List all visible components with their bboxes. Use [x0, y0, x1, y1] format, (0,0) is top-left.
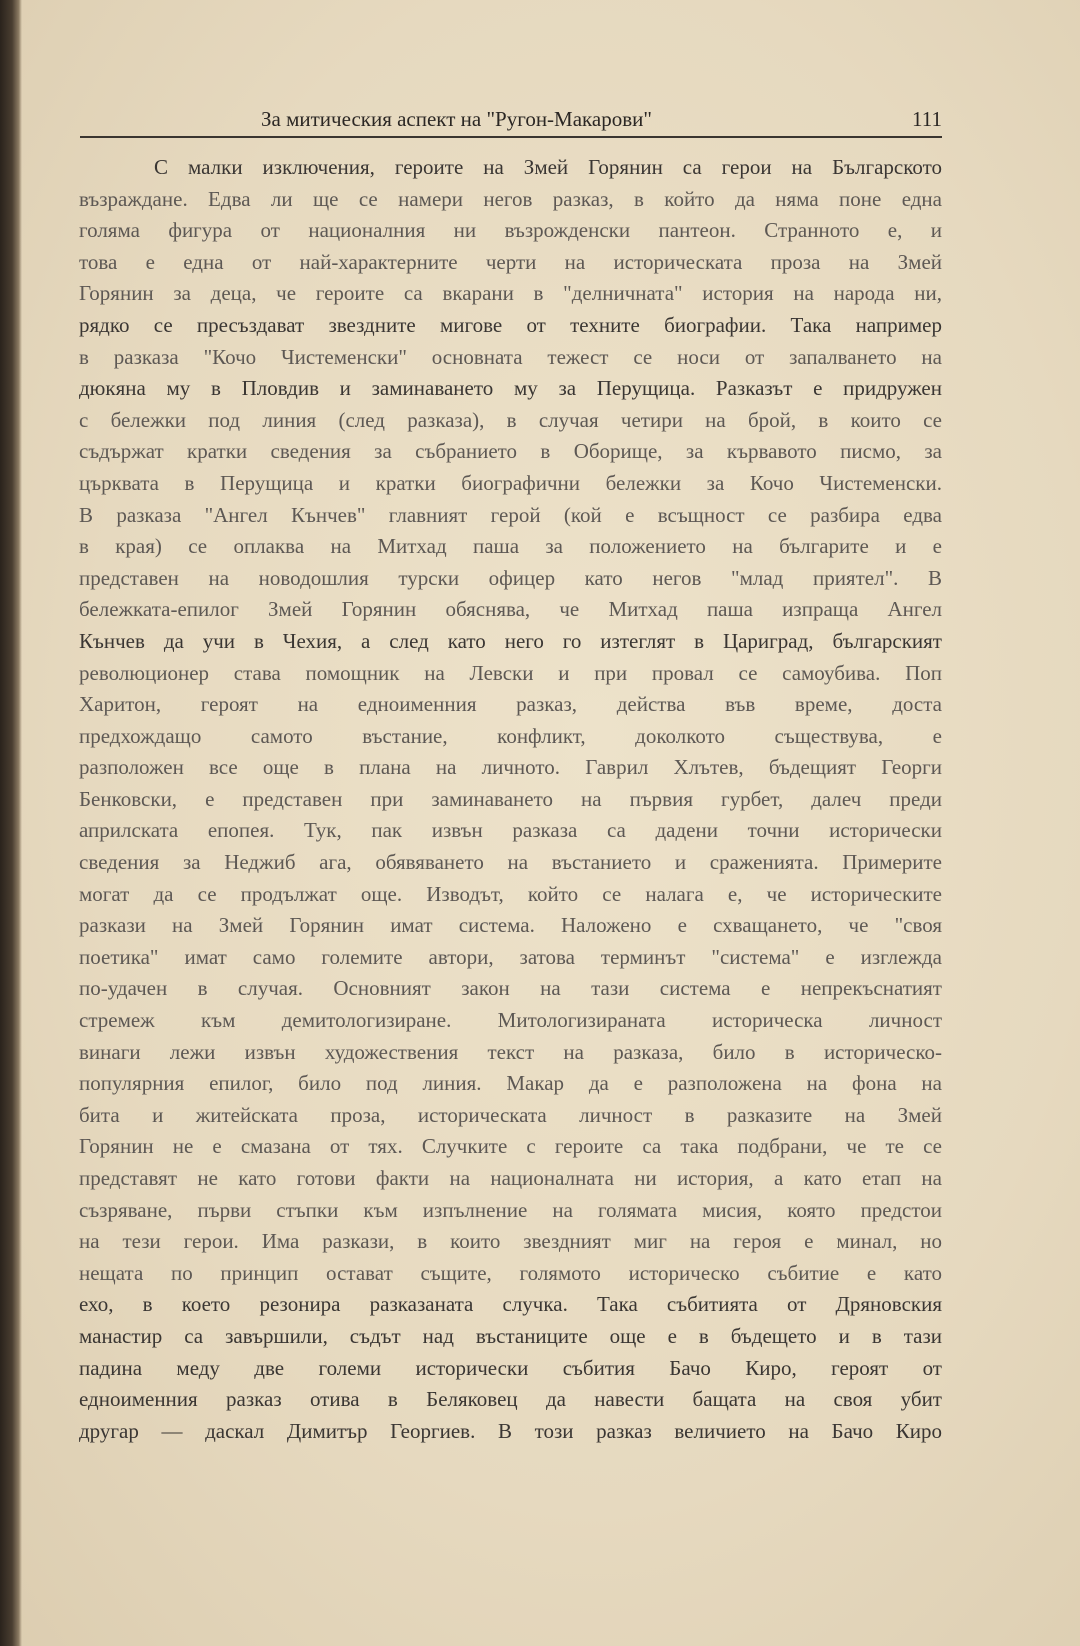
- book-spine-shadow: [0, 0, 22, 1646]
- text-line: съзряване, първи стъпки към изпълнение на голямата мисия, която предстои: [79, 1197, 942, 1222]
- text-line: представят не като готови факти на националната ни история, а като етап на: [79, 1166, 942, 1190]
- text-line: дюкяна му в Пловдив и заминаването му за Перущица. Разказът е придружен: [79, 376, 942, 401]
- text-line: манастир са завършили, съдът над въстаниците още е в бъдещето и в тази: [79, 1323, 942, 1348]
- text-line: бита и житейската проза, историческата личност в разказите на Змей: [79, 1102, 942, 1127]
- text-line: разкази на Змей Горянин имат система. Наложено е схващането, че "своя: [79, 913, 942, 938]
- text-line: сведения за Неджиб ага, обявяването на въстанието и сраженията. Примерите: [79, 850, 942, 875]
- text-line: Кънчев да учи в Чехия, а след като него го изтеглят в Цариград, българският: [79, 628, 942, 653]
- running-title: За митическия аспект на "Ругон-Макарови": [261, 107, 652, 131]
- text-line: другар — даскал Димитър Георгиев. В този разказ величието на Бачо Киро: [79, 1418, 942, 1443]
- text-line: в края) се оплаква на Митхад паша за положението на българите и е: [79, 534, 942, 559]
- body-paragraph: [79, 152, 942, 1447]
- text-line: революционер става помощник на Левски и при провал се самоубива. Поп: [79, 660, 942, 685]
- text-line: поетика" имат само големите автори, затова терминът "система" е изглежда: [79, 944, 942, 969]
- text-line: могат да се продължат още. Изводът, който се налага е, че историческите: [79, 881, 942, 906]
- text-line: разположен все още в плана на личното. Гаврил Хлътев, бъдещият Георги: [79, 755, 942, 780]
- text-line: априлската епопея. Тук, пак извън разказа са дадени точни исторически: [79, 818, 942, 843]
- text-line: възраждане. Едва ли ще се намери негов разказ, в който да няма поне една: [79, 186, 942, 211]
- text-line: голяма фигура от националния ни възрожденски пантеон. Странното е, и: [79, 218, 942, 243]
- text-line: съдържат кратки сведения за събранието в Оборище, за кървавото писмо, за: [79, 439, 942, 464]
- text-line: едноименния разказ отива в Беляковец да навести бащата на своя убит: [79, 1387, 942, 1412]
- text-line: падина меду две големи исторически събития Бачо Киро, героят от: [79, 1355, 942, 1380]
- text-line: църквата в Перущица и кратки биографични бележки за Кочо Чистеменски.: [79, 470, 942, 495]
- text-line: Харитон, героят на едноименния разказ, действа във време, доста: [79, 692, 942, 717]
- text-line: представен на новодошлия турски офицер като негов "млад приятел". В: [79, 565, 942, 590]
- text-line: рядко се пресъздават звездните мигове от техните биографии. Така например: [79, 312, 942, 337]
- text-line: В разказа "Ангел Кънчев" главният герой (кой е всъщност се разбира едва: [79, 502, 942, 527]
- text-line: в разказа "Кочо Чистеменски" основната тежест се носи от запалването на: [79, 344, 942, 369]
- text-line: нещата по принцип остават същите, голямото историческо събитие е като: [79, 1260, 942, 1285]
- text-line: винаги лежи извън художествения текст на разказа, било в историческо-: [79, 1039, 942, 1064]
- text-line: на тези герои. Има разкази, в които звездният миг на героя е минал, но: [79, 1229, 942, 1254]
- text-line: Горянин за деца, че героите са вкарани в "делничната" история на народа ни,: [79, 281, 942, 306]
- text-line: това е една от най-характерните черти на историческата проза на Змей: [79, 249, 942, 274]
- page-number: 111: [912, 107, 942, 131]
- text-line: с бележки под линия (след разказа), в случая четири на брой, в които се: [79, 407, 942, 432]
- text-line: предхождащо самото въстание, конфликт, доколкото съществува, е: [79, 723, 942, 748]
- text-line: по-удачен в случая. Основният закон на тази система е непрекъснатият: [79, 976, 942, 1001]
- text-line: бележката-епилог Змей Горянин обяснява, че Митхад паша изпраща Ангел: [79, 597, 942, 622]
- text-line: стремеж към демитологизиране. Митологизираната историческа личност: [79, 1008, 942, 1033]
- text-line: ехо, в което резонира разказаната случка. Така събитията от Дряновския: [79, 1292, 942, 1317]
- text-line: С малки изключения, героите на Змей Горянин са герои на Българското: [154, 155, 942, 179]
- text-line: популярния епилог, било под линия. Макар да е разположена на фона на: [79, 1071, 942, 1096]
- page-header: [80, 104, 942, 138]
- text-line: Бенковски, е представен при заминаването на първия гурбет, далеч преди: [79, 786, 942, 811]
- text-line: Горянин не е смазана от тях. Случките с героите са така подбрани, че те се: [79, 1134, 942, 1159]
